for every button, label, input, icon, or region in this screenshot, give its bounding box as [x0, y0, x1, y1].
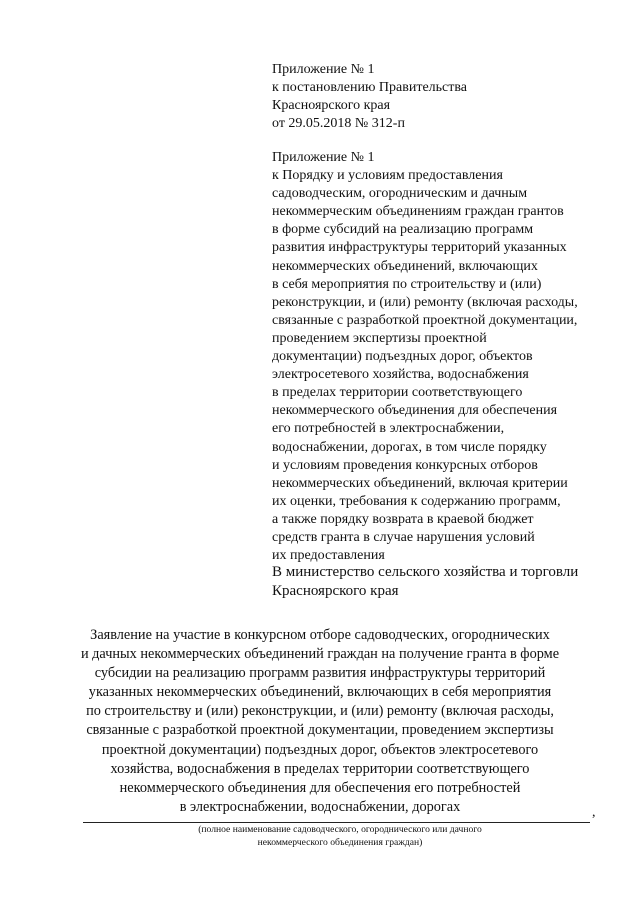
annex-procedure-line: некоммерческих объединений, включающих — [272, 258, 538, 274]
statement-title — [60, 626, 580, 817]
annex-procedure-line: документации) подъездных дорог, объектов — [272, 349, 533, 365]
annex-procedure-line: некоммерческим объединениям граждан грантов — [272, 204, 564, 220]
statement-line: субсидии на реализацию программ развития инфраструктуры территорий — [94, 665, 546, 682]
statement-line: проектной документации) подъездных дорог, объектов электросетевого — [101, 741, 539, 758]
annex-header-line: Красноярского края — [272, 98, 391, 114]
annex-procedure-line: их оценки, требования к содержанию программ, — [272, 493, 561, 509]
statement-line: некоммерческого объединения для обеспечения его потребностей — [119, 779, 521, 796]
annex-procedure-line: в пределах территории соответствующего — [272, 385, 523, 401]
annex-header — [272, 61, 612, 133]
annex-procedure-line: связанные с разработкой проектной документации, — [272, 312, 578, 328]
annex-procedure-line: электросетевого хозяйства, водоснабжения — [272, 367, 529, 383]
annex-procedure-line: водоснабжении, дорогах, в том числе порядку — [272, 439, 547, 455]
annex-procedure-line: средств гранта в случае нарушения условий — [272, 529, 535, 545]
statement-line: в электроснабжении, водоснабжении, дорогах — [179, 798, 461, 815]
annex-procedure — [272, 149, 612, 565]
annex-procedure-line: развития инфраструктуры территорий указанных — [272, 240, 567, 256]
annex-procedure-line: к Порядку и условиям предоставления — [272, 168, 503, 184]
statement-line: указанных некоммерческих объединений, включающих в себя мероприятия — [88, 684, 552, 701]
annex-header-line: к постановлению Правительства — [272, 80, 468, 96]
annex-procedure-line: Приложение № 1 — [272, 150, 375, 165]
annex-procedure-line: садоводческим, огородническим и дачным — [272, 186, 528, 202]
annex-procedure-line: а также порядку возврата в краевой бюджет — [272, 511, 534, 527]
annex-procedure-line: их предоставления — [272, 548, 385, 564]
statement-line: по строительству и (или) реконструкции, и (или) ремонту (включая расходы, — [86, 703, 554, 720]
statement-line: связанные с разработкой проектной документации, проведением экспертизы — [86, 722, 554, 739]
org-name-trailing-comma: , — [592, 805, 596, 820]
annex-procedure-line: его потребностей в электроснабжении, — [272, 421, 505, 437]
annex-procedure-line: в форме субсидий на реализацию программ — [272, 222, 534, 238]
annex-procedure-line: некоммерческих объединений, включая критерии — [272, 475, 568, 491]
org-name-caption — [90, 824, 590, 849]
addressee — [272, 563, 632, 601]
annex-procedure-line: реконструкции, и (или) ремонту (включая расходы, — [272, 294, 578, 310]
annex-procedure-line: и условиям проведения конкурсных отборов — [272, 457, 538, 473]
statement-line: Заявление на участие в конкурсном отборе садоводческих, огороднических — [90, 627, 550, 643]
annex-header-line: Приложение № 1 — [272, 62, 375, 77]
addressee-line: Красноярского края — [272, 583, 399, 599]
org-name-fill-line[interactable] — [83, 822, 590, 823]
annex-procedure-line: проведением экспертизы проектной — [272, 330, 487, 346]
annex-header-line: от 29.05.2018 № 312-п — [272, 116, 405, 132]
addressee-line: В министерство сельского хозяйства и торговли — [272, 564, 579, 580]
org-caption-line: (полное наименование садоводческого, огороднического или дачного — [198, 824, 482, 835]
statement-line: и дачных некоммерческих объединений граждан на получение гранта в форме — [80, 646, 560, 663]
annex-procedure-line: некоммерческого объединения для обеспечения — [272, 403, 558, 419]
org-caption-line: некоммерческого объединения граждан) — [257, 836, 423, 848]
statement-line: хозяйства, водоснабжения в пределах территории соответствующего — [110, 760, 530, 777]
annex-procedure-line: в себя мероприятия по строительству и (или) — [272, 276, 542, 292]
